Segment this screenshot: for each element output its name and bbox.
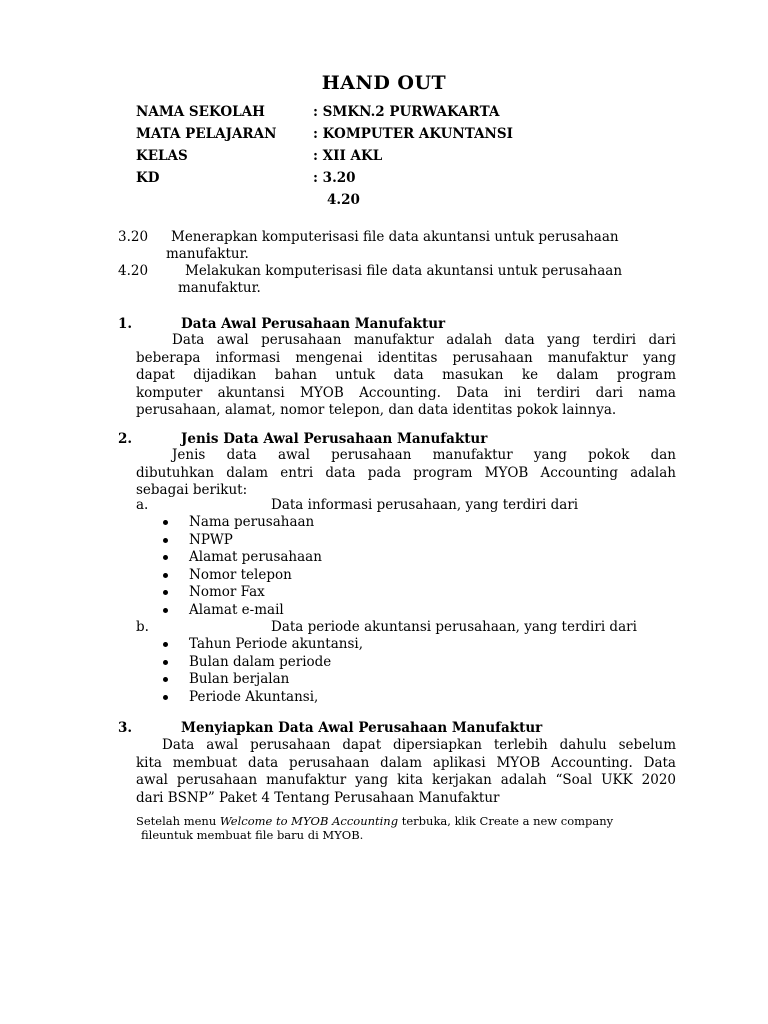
info-label-school: NAMA SEKOLAH xyxy=(136,104,265,120)
bullet-icon xyxy=(163,642,168,647)
section-heading: Jenis Data Awal Perusahaan Manufaktur xyxy=(181,431,488,447)
sublist-text: Data informasi perusahaan, yang terdiri dari xyxy=(271,497,579,513)
bullet-icon xyxy=(163,538,168,543)
paragraph-line: Jenis data awal perusahaan manufaktur yang pokok dan xyxy=(172,447,676,463)
bullet-item: Nomor telepon xyxy=(189,567,292,583)
note-line xyxy=(136,814,613,828)
info-label-class: KELAS xyxy=(136,148,188,164)
kd-text: Melakukan komputerisasi file data akuntansi untuk perusahaan xyxy=(185,263,623,279)
paragraph-line: dapat dijadikan bahan untuk data masukan ke dalam program xyxy=(136,367,676,384)
bullet-icon xyxy=(163,555,168,560)
paragraph-line: dari BSNP” Paket 4 Tentang Perusahaan Manufaktur xyxy=(136,789,500,806)
paragraph-line: awal perusahaan manufaktur yang kita kerjakan adalah “Soal UKK 2020 xyxy=(136,772,676,789)
sublist-letter: b. xyxy=(136,619,149,635)
kd-number: 4.20 xyxy=(118,263,149,279)
info-value-kd: : 3.20 xyxy=(313,170,356,186)
info-value-class: : XII AKL xyxy=(313,148,383,164)
paragraph-line: Data awal perusahaan manufaktur adalah data yang terdiri dari xyxy=(172,332,676,348)
kd-number: 3.20 xyxy=(118,229,149,245)
section-paragraph xyxy=(136,332,676,420)
section-heading: Menyiapkan Data Awal Perusahaan Manufaktur xyxy=(181,720,543,736)
kd-text: Menerapkan komputerisasi file data akuntansi untuk perusahaan xyxy=(171,229,619,245)
page-title: HAND OUT xyxy=(321,72,447,94)
bullet-icon xyxy=(163,695,168,700)
bullet-icon xyxy=(163,660,168,665)
bullet-icon xyxy=(163,677,168,682)
sublist-text: Data periode akuntansi perusahaan, yang terdiri dari xyxy=(271,619,637,635)
note-line-2: fileuntuk membuat file baru di MYOB. xyxy=(141,828,364,842)
kd-text-cont: manufaktur. xyxy=(178,280,261,296)
sublist-letter: a. xyxy=(136,497,149,513)
note-suffix: terbuka, klik Create a new company xyxy=(398,814,614,828)
bullet-item: NPWP xyxy=(189,532,233,548)
bullet-item: Periode Akuntansi, xyxy=(189,689,319,705)
section-number: 3. xyxy=(118,720,133,736)
info-value-subject: : KOMPUTER AKUNTANSI xyxy=(313,126,513,142)
bullet-item: Alamat perusahaan xyxy=(189,549,322,565)
bullet-item: Alamat e-mail xyxy=(189,602,284,618)
bullet-item: Nama perusahaan xyxy=(189,514,315,530)
section-paragraph xyxy=(136,737,676,807)
paragraph-line: Data awal perusahaan dapat dipersiapkan terlebih dahulu sebelum xyxy=(162,737,676,753)
note-prefix: Setelah menu xyxy=(136,814,220,828)
note-italic: Welcome to MYOB Accounting xyxy=(219,814,399,828)
section-number: 1. xyxy=(118,316,133,332)
bullet-icon xyxy=(163,590,168,595)
bullet-item: Nomor Fax xyxy=(189,584,265,600)
paragraph-line: sebagai berikut: xyxy=(136,482,248,499)
paragraph-line: kita membuat data perusahaan dalam aplikasi MYOB Accounting. Data xyxy=(136,754,676,771)
section-heading: Data Awal Perusahaan Manufaktur xyxy=(181,316,446,332)
kd-text-cont: manufaktur. xyxy=(166,246,249,262)
paragraph-line: dibutuhkan dalam entri data pada program MYOB Accounting adalah xyxy=(136,464,676,481)
info-label-kd: KD xyxy=(136,170,160,186)
bullet-item: Bulan berjalan xyxy=(189,671,290,687)
bullet-icon xyxy=(163,608,168,613)
bullet-icon xyxy=(163,573,168,578)
bullet-icon xyxy=(163,520,168,525)
section-number: 2. xyxy=(118,431,133,447)
info-value-school: : SMKN.2 PURWAKARTA xyxy=(313,104,500,120)
paragraph-line: beberapa informasi mengenai identitas perusahaan manufaktur yang xyxy=(136,349,676,366)
paragraph-line: komputer akuntansi MYOB Accounting. Data ini terdiri dari nama xyxy=(136,384,676,401)
paragraph-line: perusahaan, alamat, nomor telepon, dan data identitas pokok lainnya. xyxy=(136,402,617,419)
section-paragraph xyxy=(136,447,676,500)
info-label-subject: MATA PELAJARAN xyxy=(136,126,277,142)
bullet-item: Tahun Periode akuntansi, xyxy=(189,636,363,652)
bullet-item: Bulan dalam periode xyxy=(189,654,332,670)
info-value-kd-extra: 4.20 xyxy=(327,192,360,208)
